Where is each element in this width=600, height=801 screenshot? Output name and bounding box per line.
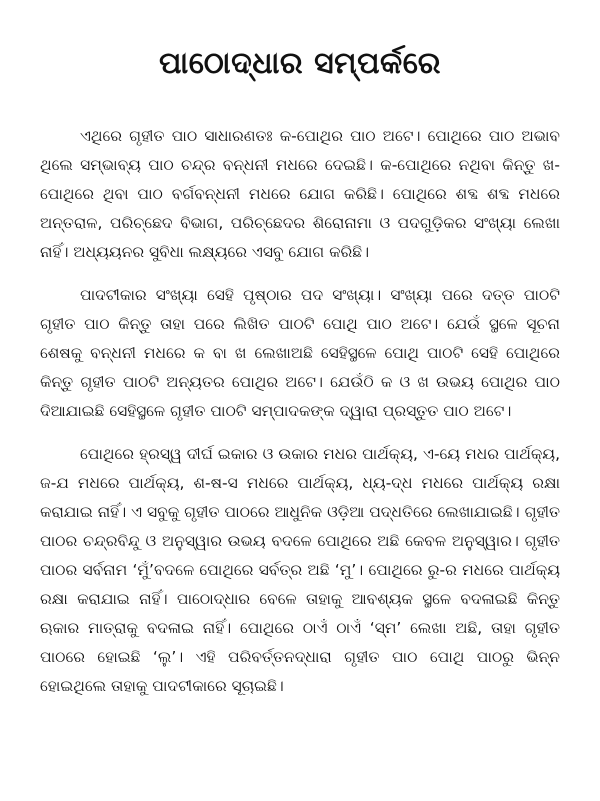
paragraph-1: ଏଥିରେ ଗୃହୀତ ପାଠ ସାଧାରଣତଃ କ-ପୋଥିର ପାଠ ଅଟେ। ପୋଥିରେ ପାଠ ଅଭାବ ଥିଲେ ସମ୍ଭାବ୍ୟ ପାଠ ଚନ୍ଦ୍ର ବନ୍ଧନୀ ମଧରେ ଦେଇଛି। କ-ପୋଥିରେ ନଥିବା କିନ୍ତୁ ଖ-ପୋଥିରେ ଥିବା ପାଠ ବର୍ଗବନ୍ଧନୀ ମଧରେ ଯୋଗ କରିଛି। ପୋଥିରେ ଶବ୍ଦ ଶବ୍ଦ ମଧରେ ଅନ୍ତରାଳ, ପରିଚ୍ଛେଦ ବିଭାଗ, ପରିଚ୍ଛେଦର ଶିରୋନାମା ଓ ପଦଗୁଡ଼ିକର ସଂଖ୍ୟା ଲେଖା ନାହିଁ। ଅଧ୍ୟୟନର ସୁବିଧା ଲକ୍ଷ୍ୟରେ ଏସବୁ ଯୋଗ କରିଛି। [40,127,560,261]
page-title: ପାଠୋଦ୍ଧାର ସମ୍ପର୍କରେ [158,46,441,81]
paragraph-3: ପୋଥିରେ ହ୍ରସ୍ୱ ଦୀର୍ଘ ଇକାର ଓ ଉକାର ମଧର ପାର୍ଥକ୍ୟ, ଏ-ୟେ ମଧର ପାର୍ଥକ୍ୟ, ଜ-ଯ ମଧରେ ପାର୍ଥକ୍ୟ, ଶ-ଷ-ସ ମଧରେ ପାର୍ଥକ୍ୟ, ଧ୍ୟ-ଦ୍ଧ ମଧରେ ପାର୍ଥକ୍ୟ ରକ୍ଷା କରାଯାଇ ନାହିଁ। ଏ ସବୁକୁ ଗୃହୀତ ପାଠରେ ଆଧୁନିକ ଓଡ଼ିଆ ପଦ୍ଧତିରେ ଲେଖାଯାଇଛି। ଗୃହୀତ ପାଠର ଚନ୍ଦ୍ରବିନ୍ଦୁ ଓ ଅନୁସ୍ୱାର ଉଭୟ ବଦଳେ ପୋଥିରେ ଅଛି କେବଳ ଅନୁସ୍ୱାର। ଗୃହୀତ ପାଠର ସର୍ବନାମ ‘ମୁଁ’ବଦଳେ ପୋଥିରେ ସର୍ବତ୍ର ଅଛି ‘ମୁ’। ପୋଥିରେ ରୁ-ର ମଧରେ ପାର୍ଥକ୍ୟ ରକ୍ଷା କରାଯାଇ ନାହିଁ। ପାଠୋଦ୍ଧାର ବେଳେ ତାହାକୁ ଆବଶ୍ୟକ ସ୍ଥଳେ ବଦଳାଇଛି କିନ୍ତୁ ଋକାର ମାତ୍ରାକୁ ବଦଳାଇ ନାହିଁ। ପୋଥିରେ ଠାଏଁ ଠାଏଁ ‘ସ୍ମ’ ଲେଖା ଅଛି, ତାହା ଗୃହୀତ ପାଠରେ ହୋଇଛି ‘ଲୁ’। ଏହି ପରିବର୍ତ୍ତନଦ୍ଧାରା ଗୃହୀତ ପାଠ ପୋଥି ପାଠରୁ ଭିନ୍ନ ହୋଇଥିଲେ ତାହାକୁ ପାଦଟୀକାରେ ସୂଚାଇଛି। [40,445,560,695]
paragraph-2: ପାଦଟୀକାର ସଂଖ୍ୟା ସେହି ପୃଷ୍ଠାର ପଦ ସଂଖ୍ୟା। ସଂଖ୍ୟା ପରେ ଦତ୍ତ ପାଠଟି ଗୃହୀତ ପାଠ କିନ୍ତୁ ତାହା ପରେ ଲିଖିତ ପାଠଟି ପୋଥି ପାଠ ଅଟେ। ଯେଉଁ ସ୍ଥଳେ ସୂଚନା ଶେଷକୁ ବନ୍ଧନୀ ମଧରେ କ ବା ଖ ଲେଖାଅଛି ସେହିସ୍ଥଳେ ପୋଥି ପାଠଟି ସେହି ପୋଥିରେ କିନ୍ତୁ ଗୃହୀତ ପାଠଟି ଅନ୍ୟତର ପୋଥିର ଅଟେ। ଯେଉଁଠି କ ଓ ଖ ଉଭୟ ପୋଥିର ପାଠ ଦିଆଯାଇଛି ସେହିସ୍ଥଳେ ଗୃହୀତ ପାଠଟି ସମ୍ପାଦକଙ୍କ ଦ୍ୱାରା ପ୍ରସ୍ତୁତ ପାଠ ଅଟେ। [40,286,560,420]
